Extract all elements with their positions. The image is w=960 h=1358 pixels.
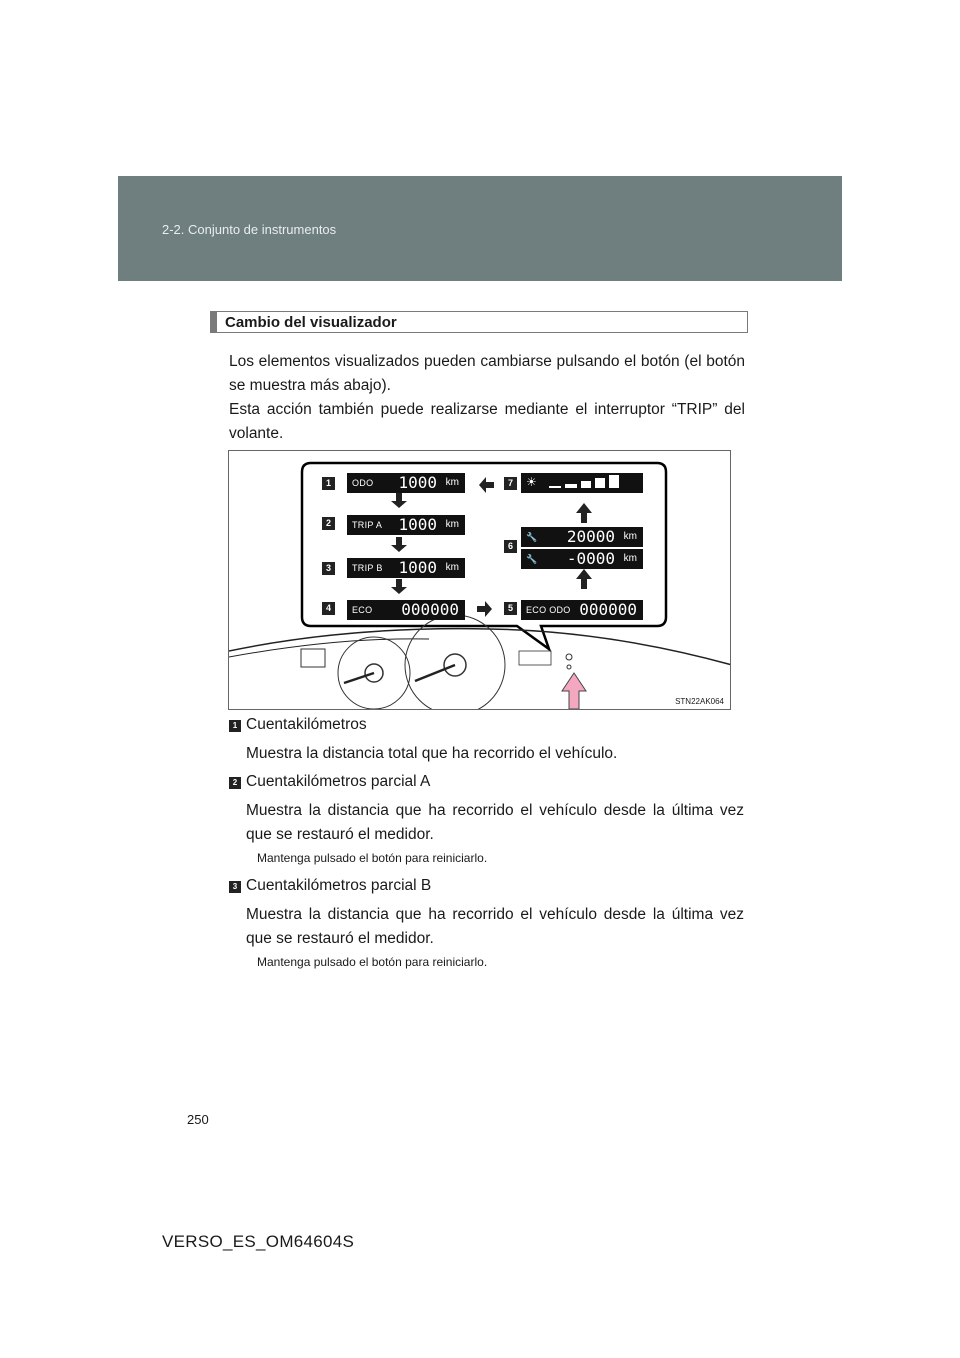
wrench-icon: 🔧 <box>526 532 538 542</box>
section-header: 2-2. Conjunto de instrumentos <box>162 222 337 237</box>
figure-code: STN22AK064 <box>675 697 724 706</box>
display-brightness <box>521 473 643 493</box>
section-title: Cambio del visualizador <box>225 314 397 331</box>
diagram-frame <box>229 451 731 710</box>
intro-paragraph-2: Esta acción también puede realizarse mediante el interruptor “TRIP” del volante. <box>229 401 745 442</box>
wrench-icon: 🔧 <box>526 554 538 564</box>
sun-icon: ☀ <box>526 475 538 489</box>
display-service-overdue: 🔧 -0000 km <box>521 549 643 569</box>
display-eco-odo: ECO ODO 000000 <box>521 600 643 620</box>
section-title-box <box>210 311 748 333</box>
display-odo: ODO 1000 km <box>347 473 465 493</box>
display-eco: ECO 000000 <box>347 600 465 620</box>
diagram-number-5: 5 <box>504 602 517 615</box>
display-diagram <box>228 450 731 710</box>
intro-paragraph-1: Los elementos visualizados pueden cambiarse pulsando el botón (el botón se muestra más abajo). <box>229 353 745 394</box>
footer-code: VERSO_ES_OM64604S <box>162 1232 355 1251</box>
diagram-number-6: 6 <box>504 540 517 553</box>
diagram-number-7: 7 <box>504 477 517 490</box>
title-bar <box>211 312 217 332</box>
brightness-level-bars <box>547 473 627 493</box>
display-trip-a: TRIP A 1000 km <box>347 515 465 535</box>
page-number: 250 <box>187 1112 209 1127</box>
diagram-number-3: 3 <box>322 562 335 575</box>
diagram-number-1: 1 <box>322 477 335 490</box>
display-trip-b: TRIP B 1000 km <box>347 558 465 578</box>
diagram-number-2: 2 <box>322 517 335 530</box>
diagram-number-4: 4 <box>322 602 335 615</box>
display-service-interval: 🔧 20000 km <box>521 527 643 547</box>
